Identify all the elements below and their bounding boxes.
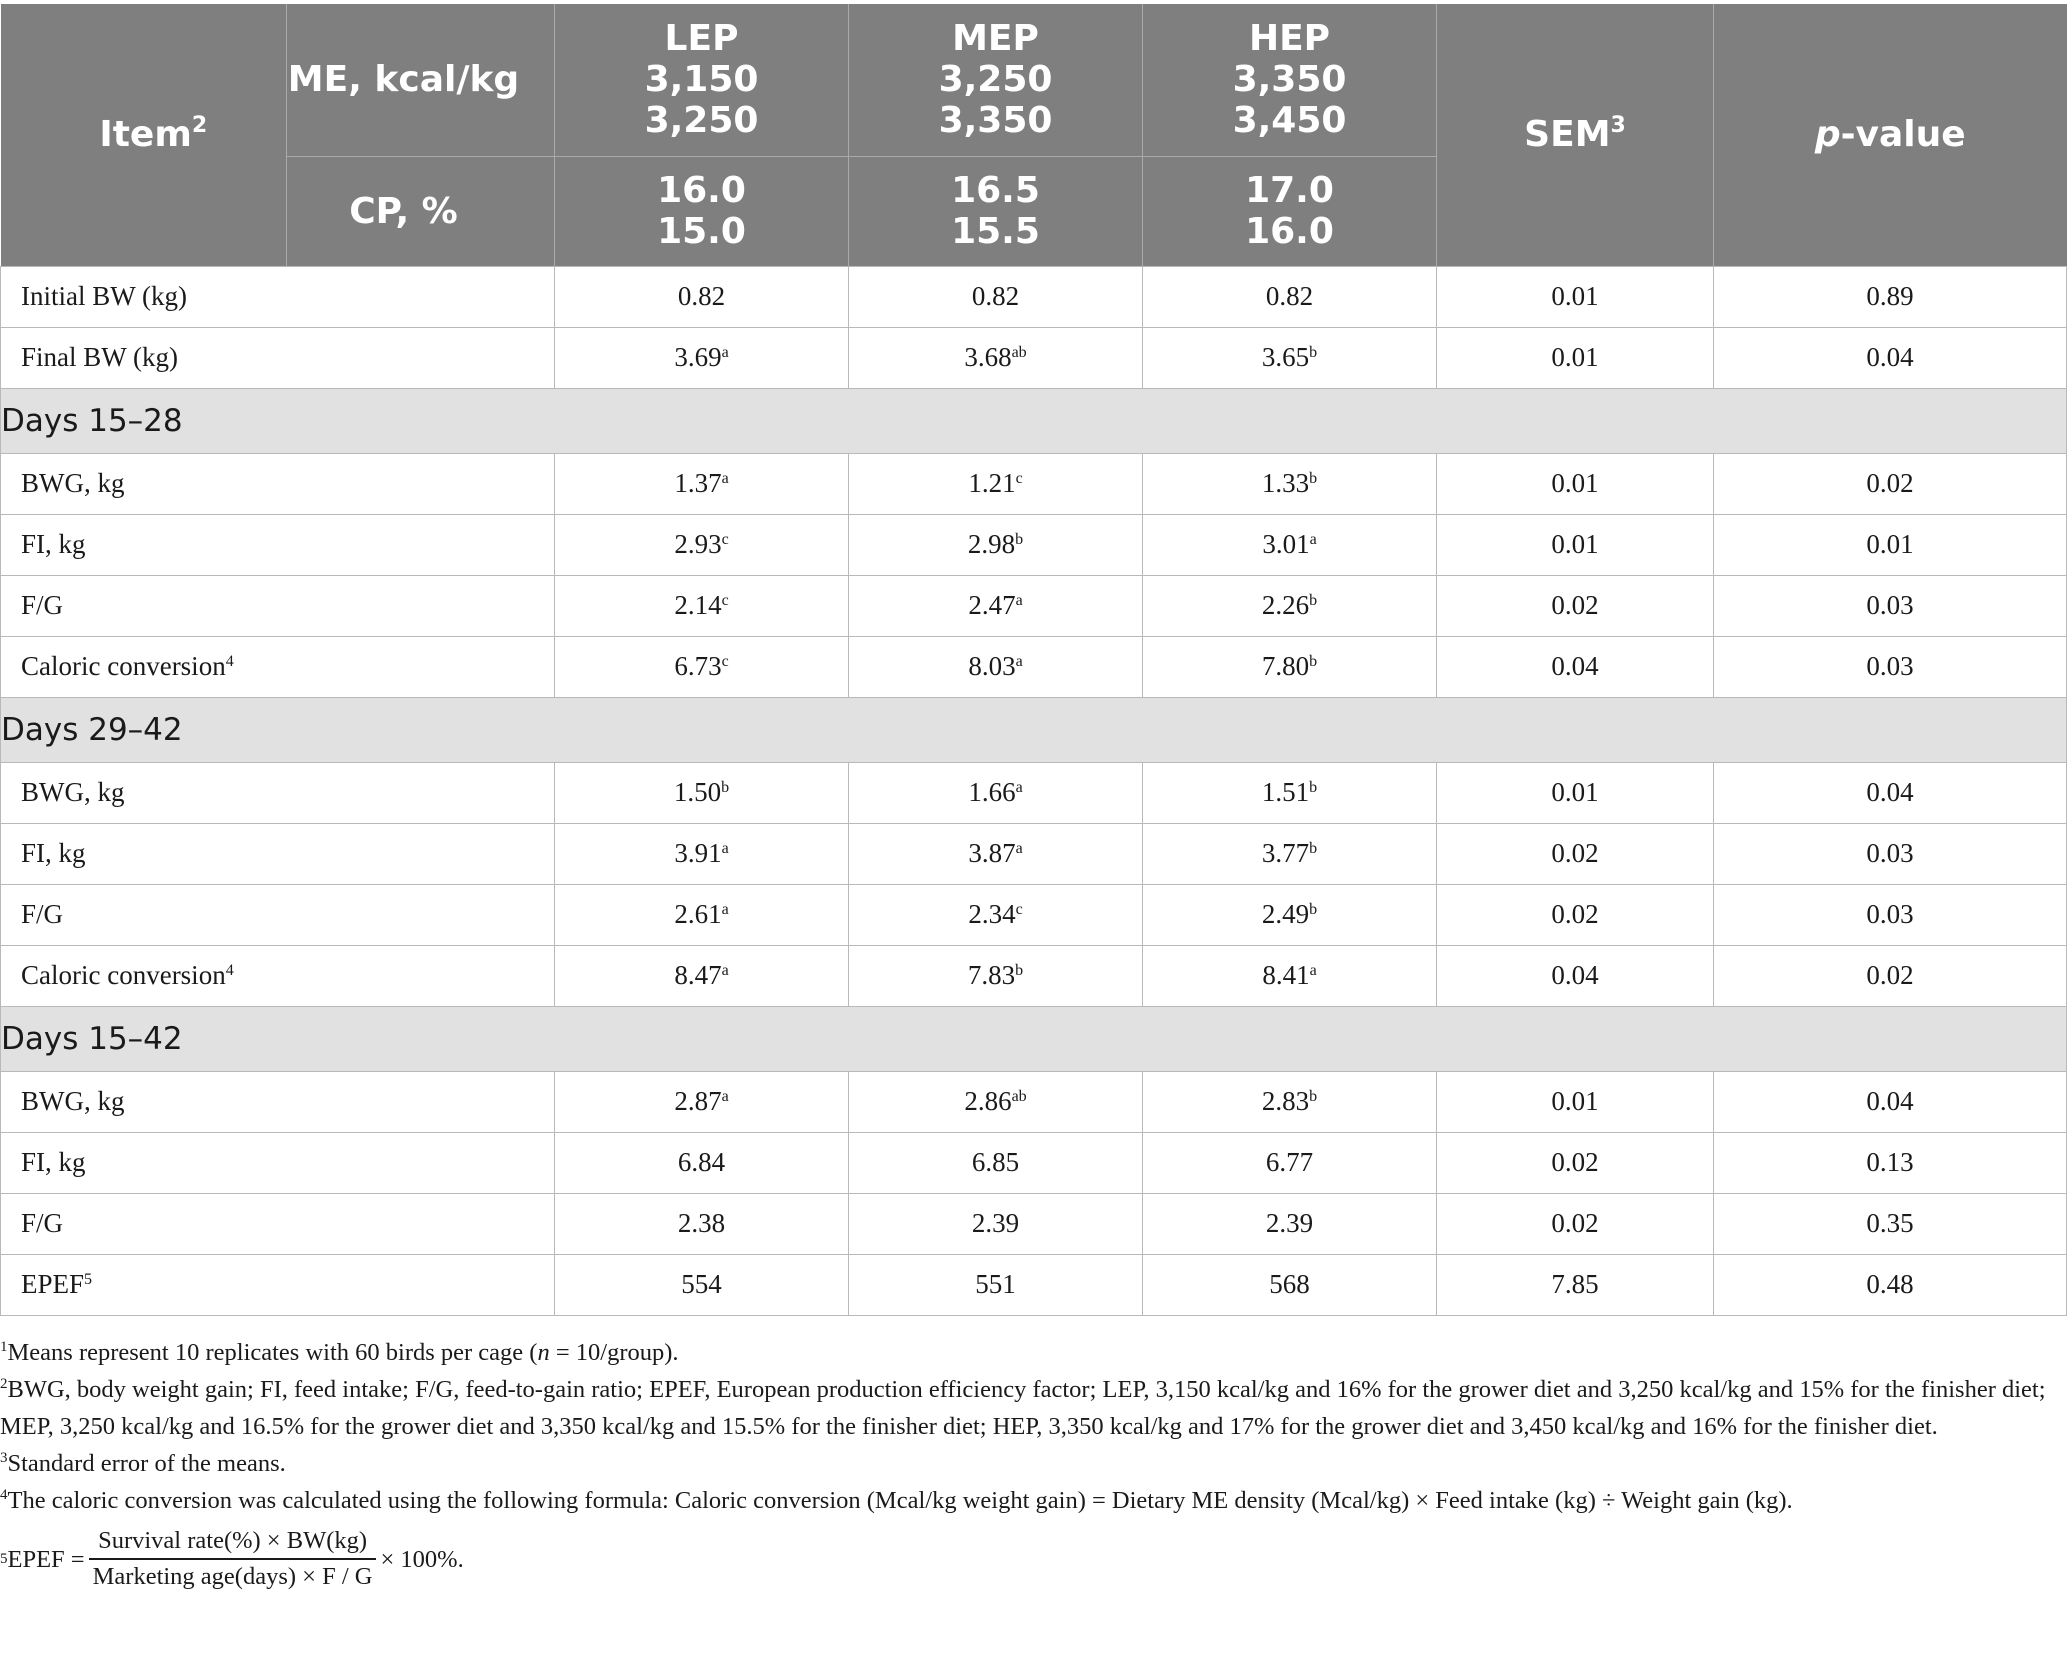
table-row <box>1 762 2067 823</box>
header-cp-label: CP, % <box>287 156 555 266</box>
header-me-label: ME, kcal/kg <box>287 4 555 156</box>
cell-hep: 2.26$^b$ <box>1143 575 1437 636</box>
epef-denominator: Marketing age(days) × F / G <box>92 1563 373 1590</box>
epef-fraction <box>89 1524 377 1594</box>
footnotes <box>0 1334 2066 1599</box>
row-label: Caloric conversion$^4$ <box>1 945 555 1006</box>
row-label: F/G <box>1 575 555 636</box>
cell-p-value: 0.89 <box>1714 266 2067 327</box>
footnote-1: $^1$Means represent 10 replicates with 60 birds per cage (n = 10/group). <box>0 1339 679 1366</box>
epef-numerator: Survival rate(%) × BW(kg) <box>89 1524 377 1560</box>
cell-sem: 0.02 <box>1437 1193 1714 1254</box>
cell-mep: 551 <box>849 1254 1143 1315</box>
cell-p-value: 0.02 <box>1714 945 2067 1006</box>
row-label: FI, kg <box>1 1132 555 1193</box>
cell-sem: 0.01 <box>1437 266 1714 327</box>
cell-lep: 2.93$^c$ <box>555 514 849 575</box>
cell-sem: 0.04 <box>1437 945 1714 1006</box>
cell-sem: 0.01 <box>1437 762 1714 823</box>
cell-sem: 0.02 <box>1437 575 1714 636</box>
cell-mep: 2.86$^{ab}$ <box>849 1071 1143 1132</box>
cell-mep: 1.66$^a$ <box>849 762 1143 823</box>
row-label: BWG, kg <box>1 453 555 514</box>
cell-lep: 2.38 <box>555 1193 849 1254</box>
cell-p-value: 0.01 <box>1714 514 2067 575</box>
table-row <box>1 453 2067 514</box>
cell-mep: 2.98$^b$ <box>849 514 1143 575</box>
table-row <box>1 327 2067 388</box>
cell-p-value: 0.03 <box>1714 823 2067 884</box>
cell-p-value: 0.48 <box>1714 1254 2067 1315</box>
row-label: Initial BW (kg) <box>1 266 555 327</box>
cell-lep: 1.37$^a$ <box>555 453 849 514</box>
cell-lep: 1.50$^b$ <box>555 762 849 823</box>
cell-hep: 2.83$^b$ <box>1143 1071 1437 1132</box>
cell-lep: 2.14$^c$ <box>555 575 849 636</box>
footnote-5-epef-formula: 5 EPEF = $\frac{\text{Survival rate(\%) × BW(kg)}}{\text{Marketing age(days) × F / G}}$ × 100%. <box>0 1519 2066 1599</box>
footnote-4: $^4$The caloric conversion was calculated using the following formula: Caloric conversion (Mcal/kg weight gain) = Dietary ME density (Mcal/kg) × Feed intake (kg) ÷ Weight gain (kg). <box>0 1487 1793 1514</box>
cell-p-value: 0.04 <box>1714 327 2067 388</box>
header-lep: LEP 3,150 3,250 <box>555 4 849 156</box>
row-label: F/G <box>1 1193 555 1254</box>
results-table-container <box>0 4 2066 1316</box>
cell-mep: 0.82 <box>849 266 1143 327</box>
footnote-2: $^2$BWG, body weight gain; FI, feed intake; F/G, feed-to-gain ratio; EPEF, European production efficiency factor; LEP, 3,150 kcal/kg and 16% for the grower diet and 3,250 kcal/kg and 15% for the finisher diet; MEP, 3,250 kcal/kg and 16.5% for the grower diet and 3,350 kcal/kg and 15.5% for the finisher diet; HEP, 3,350 kcal/kg and 17% for the grower diet and 3,450 kcal/kg and 16% for the finisher diet. <box>0 1376 2046 1440</box>
cell-mep: 6.85 <box>849 1132 1143 1193</box>
cell-lep: 3.91$^a$ <box>555 823 849 884</box>
cell-hep: 3.77$^b$ <box>1143 823 1437 884</box>
cell-lep: 6.84 <box>555 1132 849 1193</box>
cell-p-value: 0.03 <box>1714 884 2067 945</box>
cell-sem: 0.01 <box>1437 1071 1714 1132</box>
section-title: Days 29–42 <box>1 697 2067 762</box>
cell-p-value: 0.03 <box>1714 636 2067 697</box>
table-row <box>1 823 2067 884</box>
cell-p-value: 0.35 <box>1714 1193 2067 1254</box>
cell-lep: 0.82 <box>555 266 849 327</box>
row-label: FI, kg <box>1 823 555 884</box>
cell-mep: 2.39 <box>849 1193 1143 1254</box>
header-hep-cp: 17.0 16.0 <box>1143 156 1437 266</box>
header-lep-cp: 16.0 15.0 <box>555 156 849 266</box>
cell-mep: 1.21$^c$ <box>849 453 1143 514</box>
table-row <box>1 1254 2067 1315</box>
cell-hep: 1.33$^b$ <box>1143 453 1437 514</box>
section-title: Days 15–42 <box>1 1006 2067 1071</box>
header-sem: SEM$^3$ <box>1437 4 1714 266</box>
cell-sem: 0.02 <box>1437 884 1714 945</box>
table-row <box>1 945 2067 1006</box>
header-p-value: p-value <box>1814 114 1966 156</box>
cell-hep: 3.01$^a$ <box>1143 514 1437 575</box>
cell-mep: 3.87$^a$ <box>849 823 1143 884</box>
cell-sem: 0.01 <box>1437 514 1714 575</box>
cell-hep: 3.65$^b$ <box>1143 327 1437 388</box>
row-label: Caloric conversion$^4$ <box>1 636 555 697</box>
cell-mep: 8.03$^a$ <box>849 636 1143 697</box>
cell-sem: 7.85 <box>1437 1254 1714 1315</box>
header-hep: HEP 3,350 3,450 <box>1143 4 1437 156</box>
table-body <box>1 266 2067 1315</box>
cell-lep: 554 <box>555 1254 849 1315</box>
cell-hep: 1.51$^b$ <box>1143 762 1437 823</box>
table-row <box>1 636 2067 697</box>
cell-p-value: 0.13 <box>1714 1132 2067 1193</box>
row-label: BWG, kg <box>1 1071 555 1132</box>
cell-mep: 2.47$^a$ <box>849 575 1143 636</box>
table-row <box>1 884 2067 945</box>
table-row <box>1 575 2067 636</box>
row-label: F/G <box>1 884 555 945</box>
table-row <box>1 1193 2067 1254</box>
section-title: Days 15–28 <box>1 388 2067 453</box>
performance-table <box>0 4 2067 1316</box>
section-header-row <box>1 388 2067 453</box>
table-row <box>1 266 2067 327</box>
footnote-3: $^3$Standard error of the means. <box>0 1450 286 1477</box>
cell-lep: 8.47$^a$ <box>555 945 849 1006</box>
row-label: EPEF$^5$ <box>1 1254 555 1315</box>
cell-hep: 7.80$^b$ <box>1143 636 1437 697</box>
cell-sem: 0.02 <box>1437 1132 1714 1193</box>
row-label: FI, kg <box>1 514 555 575</box>
cell-hep: 6.77 <box>1143 1132 1437 1193</box>
cell-mep: 3.68$^{ab}$ <box>849 327 1143 388</box>
table-row <box>1 514 2067 575</box>
cell-mep: 7.83$^b$ <box>849 945 1143 1006</box>
cell-lep: 2.61$^a$ <box>555 884 849 945</box>
cell-lep: 2.87$^a$ <box>555 1071 849 1132</box>
cell-hep: 2.39 <box>1143 1193 1437 1254</box>
row-label: Final BW (kg) <box>1 327 555 388</box>
cell-p-value: 0.03 <box>1714 575 2067 636</box>
cell-hep: 8.41$^a$ <box>1143 945 1437 1006</box>
header-mep: MEP 3,250 3,350 <box>849 4 1143 156</box>
cell-sem: 0.02 <box>1437 823 1714 884</box>
section-header-row <box>1 697 2067 762</box>
cell-p-value: 0.04 <box>1714 1071 2067 1132</box>
table-row <box>1 1071 2067 1132</box>
table-header <box>1 4 2067 266</box>
cell-p-value: 0.04 <box>1714 762 2067 823</box>
table-row <box>1 1132 2067 1193</box>
header-item: Item$^2$ <box>1 4 287 266</box>
row-label: BWG, kg <box>1 762 555 823</box>
cell-lep: 3.69$^a$ <box>555 327 849 388</box>
cell-sem: 0.04 <box>1437 636 1714 697</box>
cell-sem: 0.01 <box>1437 327 1714 388</box>
cell-mep: 2.34$^c$ <box>849 884 1143 945</box>
section-header-row <box>1 1006 2067 1071</box>
cell-hep: 2.49$^b$ <box>1143 884 1437 945</box>
cell-p-value: 0.02 <box>1714 453 2067 514</box>
cell-sem: 0.01 <box>1437 453 1714 514</box>
cell-lep: 6.73$^c$ <box>555 636 849 697</box>
header-mep-cp: 16.5 15.5 <box>849 156 1143 266</box>
cell-hep: 568 <box>1143 1254 1437 1315</box>
cell-hep: 0.82 <box>1143 266 1437 327</box>
